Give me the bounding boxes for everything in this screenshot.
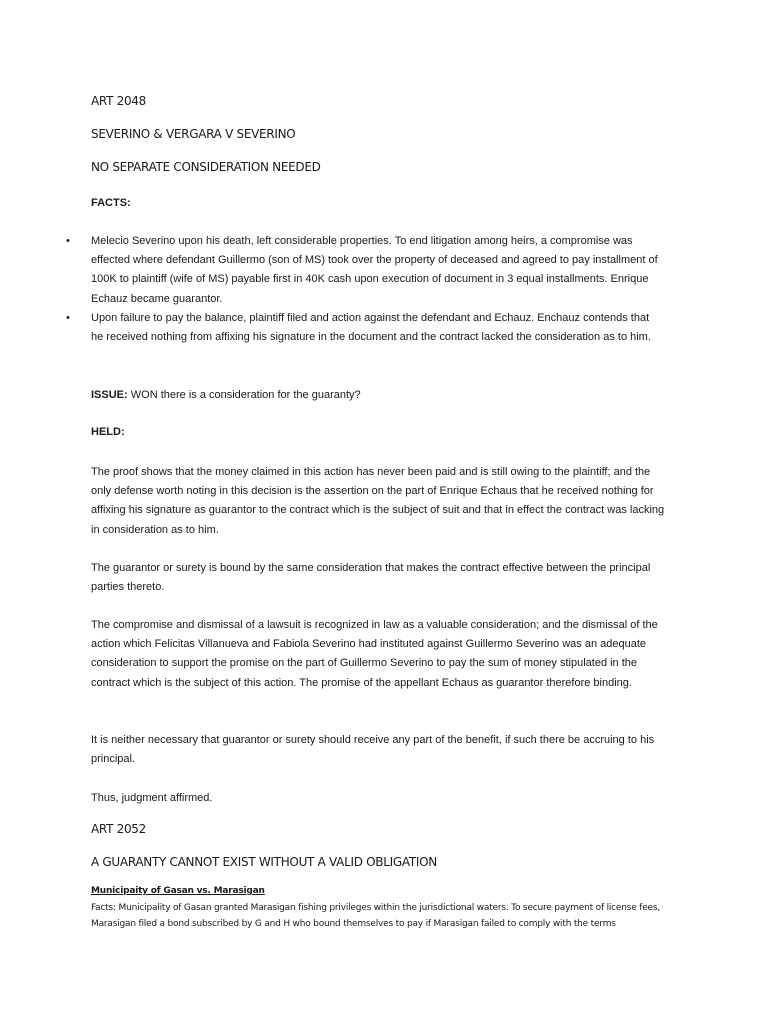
- facts-list: [0, 232, 768, 347]
- article-heading-2052: ART 2052: [91, 822, 146, 836]
- held-paragraph-1: The proof shows that the money claimed in this action has never been paid and is still owing to the plaintiff; and the only defense worth noting in this decision is the assertion on the part of Enrique Echaus that he received nothing for affixing his signature as guarantor to the contract which is the subject of suit and that in effect the contract was lacking in consideration as to him.: [91, 466, 665, 536]
- held-paragraph-4: It is neither necessary that guarantor or surety should receive any part of the benefit, if such there be accruing to his principal.: [91, 734, 655, 766]
- doctrine-heading-valid-obligation: A GUARANTY CANNOT EXIST WITHOUT A VALID OBLIGATION: [91, 855, 437, 869]
- held-label: HELD:: [91, 426, 125, 438]
- case-heading-severino: SEVERINO & VERGARA V SEVERINO: [91, 127, 296, 141]
- case-facts-gasan: Facts: Municipality of Gasan granted Marasigan fishing privileges within the jurisdictional waters. To secure payment of license fees, Marasigan filed a bond subscribed by G and H who bound themselves to pay if Marasigan failed to comply with the terms: [91, 903, 661, 929]
- held-paragraph-5: Thus, judgment affirmed.: [91, 792, 213, 804]
- bullet-icon: •: [66, 311, 70, 324]
- held-paragraph-3: The compromise and dismissal of a lawsuit is recognized in law as a valuable consideration; and the dismissal of the action which Felicitas Villanueva and Fabiola Severino had instituted against Guillermo Severino was an adequate consideration to support the promise on the part of Guillermo Severino to pay the sum of money stipulated in the contract which is the subject of this action. The promise of the appellant Echaus as guarantor therefore binding.: [91, 619, 658, 689]
- issue-label: ISSUE:: [91, 389, 128, 401]
- issue-statement: [91, 387, 361, 403]
- bullet-icon: •: [66, 235, 70, 247]
- case-title-gasan: Municipaity of Gasan vs. Marasigan: [91, 886, 265, 896]
- facts-item-1: [0, 232, 661, 309]
- facts-item-text: Melecio Severino upon his death, left considerable properties. To end litigation among heirs, a compromise was effected where defendant Guillermo (son of MS) took over the property of deceased and agreed to pay installment of 100K to plaintiff (wife of MS) payable first in 40K cash upon execution of document in 3 equal installments. Enrique Echauz became guarantor.: [91, 235, 658, 305]
- issue-text: WON there is a consideration for the guaranty?: [130, 389, 361, 401]
- facts-item-2: [0, 309, 661, 347]
- facts-item-text: Upon failure to pay the balance, plaintiff filed and action against the defendant and Echauz. Enchauz contends that he received nothing from affixing his signature in the document and the contract lacked the consideration as to him.: [91, 311, 651, 344]
- held-paragraph-2: The guarantor or surety is bound by the same consideration that makes the contract effective between the principal parties thereto.: [91, 562, 651, 594]
- doctrine-heading-no-separate-consideration: NO SEPARATE CONSIDERATION NEEDED: [91, 160, 321, 174]
- facts-label: FACTS:: [91, 197, 131, 209]
- article-heading-2048: ART 2048: [91, 94, 146, 108]
